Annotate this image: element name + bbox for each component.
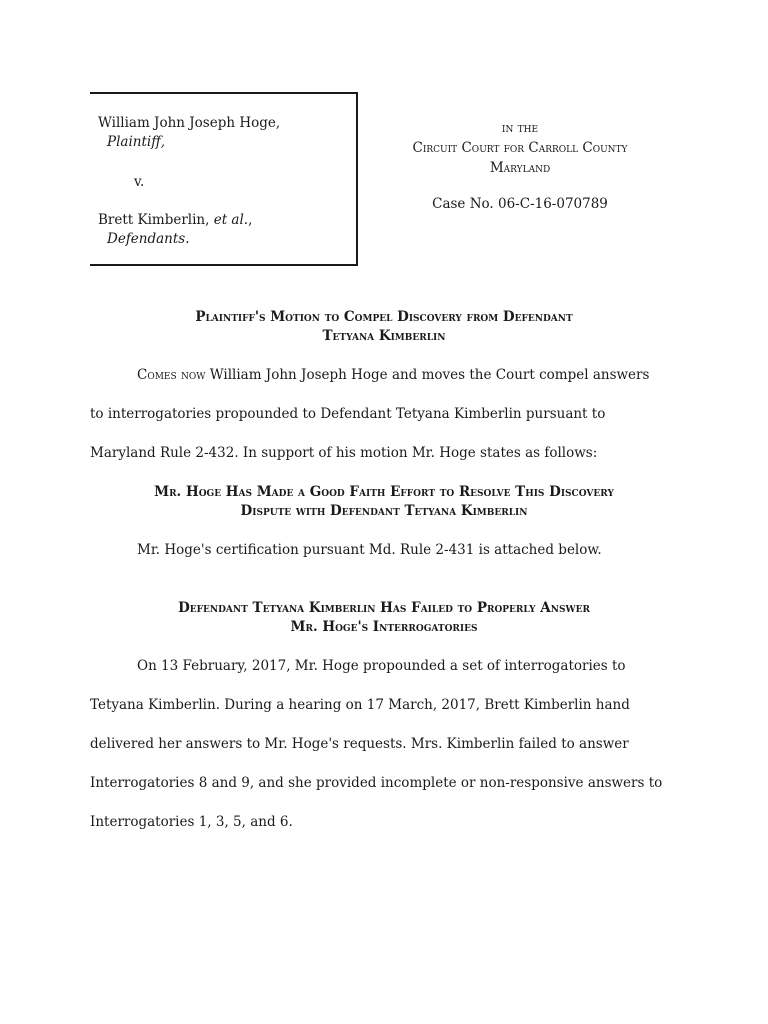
case-number: Case No. 06-C-16-070789: [432, 196, 608, 212]
section1-text: Mr. Hoge's certification pursuant Md. Rule 2-431 is attached below.: [137, 542, 602, 558]
defendant-comma: ,: [248, 212, 253, 228]
section2-line-3: delivered her answers to Mr. Hoge's requests. Mrs. Kimberlin failed to answer: [90, 736, 629, 752]
section1-heading-line-2: Dispute with Defendant Tetyana Kimberlin: [240, 503, 528, 519]
motion-title-line-1: Plaintiff's Motion to Compel Discovery from Defendant: [195, 309, 573, 325]
versus: v.: [134, 174, 145, 190]
court-line-1: in the: [501, 120, 539, 136]
motion-title-line-2: Tetyana Kimberlin: [322, 328, 446, 344]
defendant-etal: et al.: [213, 212, 249, 228]
court-line-2: Circuit Court for Carroll County: [412, 140, 628, 156]
section2-line-5: Interrogatories 1, 3, 5, and 6.: [90, 814, 293, 830]
section2-heading-line-2: Mr. Hoge's Interrogatories: [290, 619, 478, 635]
intro-line-3: Maryland Rule 2-432. In support of his motion Mr. Hoge states as follows:: [90, 445, 598, 461]
section2-line-1: On 13 February, 2017, Mr. Hoge propounded a set of interrogatories to: [137, 658, 626, 674]
section2-heading-line-1: Defendant Tetyana Kimberlin Has Failed to Properly Answer: [178, 600, 590, 616]
court-line-3: Maryland: [489, 160, 551, 176]
plaintiff-role: Plaintiff,: [107, 134, 166, 150]
intro-line-2: to interrogatories propounded to Defendant Tetyana Kimberlin pursuant to: [90, 406, 606, 422]
section2-line-4: Interrogatories 8 and 9, and she provided incomplete or non-responsive answers to: [90, 775, 663, 791]
intro-line-1-rest: William John Joseph Hoge and moves the Court compel answers: [205, 367, 650, 383]
section2-line-2: Tetyana Kimberlin. During a hearing on 17 March, 2017, Brett Kimberlin hand: [90, 697, 630, 713]
plaintiff-name: William John Joseph Hoge,: [98, 115, 281, 131]
defendant-role: Defendants.: [107, 231, 190, 247]
section1-heading-line-1: Mr. Hoge Has Made a Good Faith Effort to Resolve This Discovery: [154, 484, 614, 500]
defendant-name-line: [98, 211, 252, 229]
intro-lead-caps: Comes now: [137, 367, 206, 383]
defendant-name: Brett Kimberlin,: [98, 212, 210, 228]
court-block: [375, 118, 665, 178]
intro-line-1: [137, 366, 649, 384]
